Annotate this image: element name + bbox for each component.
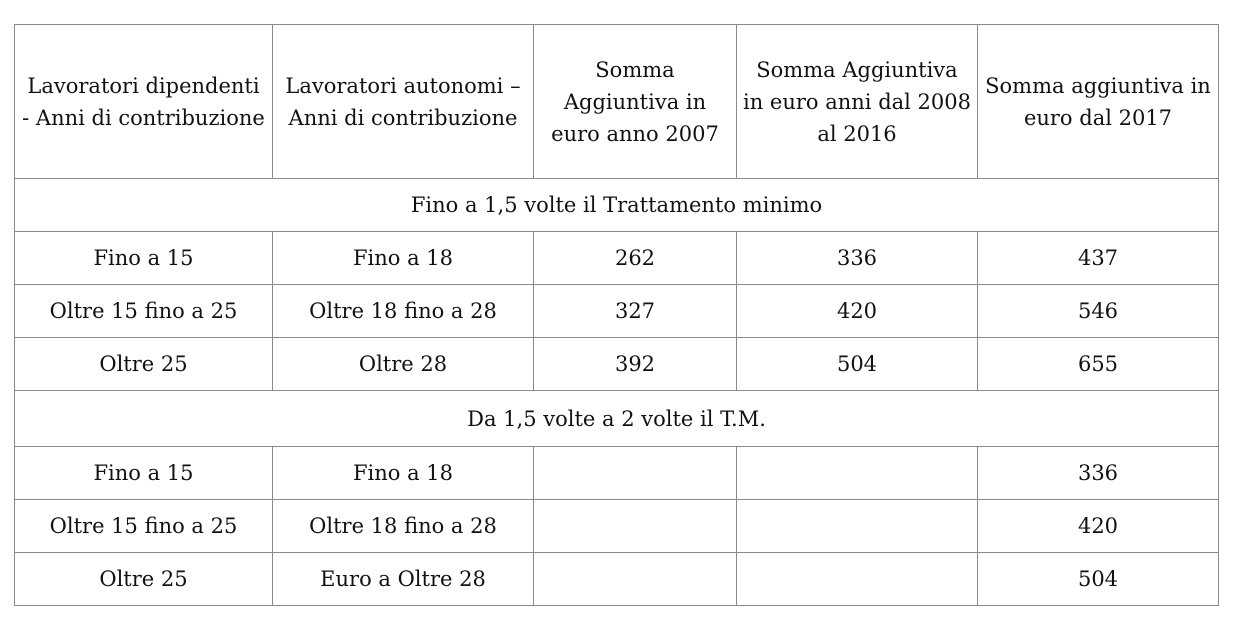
header-self-employed-years: Lavoratori autonomi – Anni di contribuzione [273, 25, 534, 179]
table-cell [534, 553, 737, 606]
table-cell: 504 [737, 338, 978, 391]
table-cell [534, 500, 737, 553]
section-title-row [15, 179, 1219, 232]
table-cell: 336 [737, 232, 978, 285]
table-cell: Oltre 15 fino a 25 [15, 285, 273, 338]
table-header-row [15, 25, 1219, 179]
table-cell [737, 500, 978, 553]
table-cell: 262 [534, 232, 737, 285]
table-cell: Oltre 18 fino a 28 [273, 285, 534, 338]
section-title: Fino a 1,5 volte il Trattamento minimo [15, 179, 1219, 232]
table-row [15, 338, 1219, 391]
table-cell: 420 [737, 285, 978, 338]
header-amount-from-2017: Somma aggiuntiva in euro dal 2017 [978, 25, 1219, 179]
table-cell: 392 [534, 338, 737, 391]
table-cell: Oltre 25 [15, 338, 273, 391]
table-row [15, 285, 1219, 338]
table-cell: 546 [978, 285, 1219, 338]
table-cell: Fino a 18 [273, 232, 534, 285]
table-cell: Euro a Oltre 28 [273, 553, 534, 606]
table-cell: Oltre 15 fino a 25 [15, 500, 273, 553]
table-cell: 655 [978, 338, 1219, 391]
section-title-row [15, 391, 1219, 447]
table-cell [737, 447, 978, 500]
header-employees-years: Lavoratori dipendenti - Anni di contribuzione [15, 25, 273, 179]
table-cell: Fino a 15 [15, 447, 273, 500]
table-cell [534, 447, 737, 500]
table-cell: Fino a 15 [15, 232, 273, 285]
table-cell [737, 553, 978, 606]
table-cell: 336 [978, 447, 1219, 500]
table-row [15, 232, 1219, 285]
table-cell: 420 [978, 500, 1219, 553]
table-cell: Oltre 25 [15, 553, 273, 606]
contribution-table [14, 24, 1219, 606]
table-row [15, 500, 1219, 553]
table-cell: Oltre 18 fino a 28 [273, 500, 534, 553]
table-cell: Oltre 28 [273, 338, 534, 391]
table-cell: 327 [534, 285, 737, 338]
header-amount-2007: Somma Aggiuntiva in euro anno 2007 [534, 25, 737, 179]
table-cell: 437 [978, 232, 1219, 285]
table-cell: Fino a 18 [273, 447, 534, 500]
header-amount-2008-2016: Somma Aggiuntiva in euro anni dal 2008 al 2016 [737, 25, 978, 179]
section-title: Da 1,5 volte a 2 volte il T.M. [15, 391, 1219, 447]
table-cell: 504 [978, 553, 1219, 606]
table-row [15, 553, 1219, 606]
table-row [15, 447, 1219, 500]
